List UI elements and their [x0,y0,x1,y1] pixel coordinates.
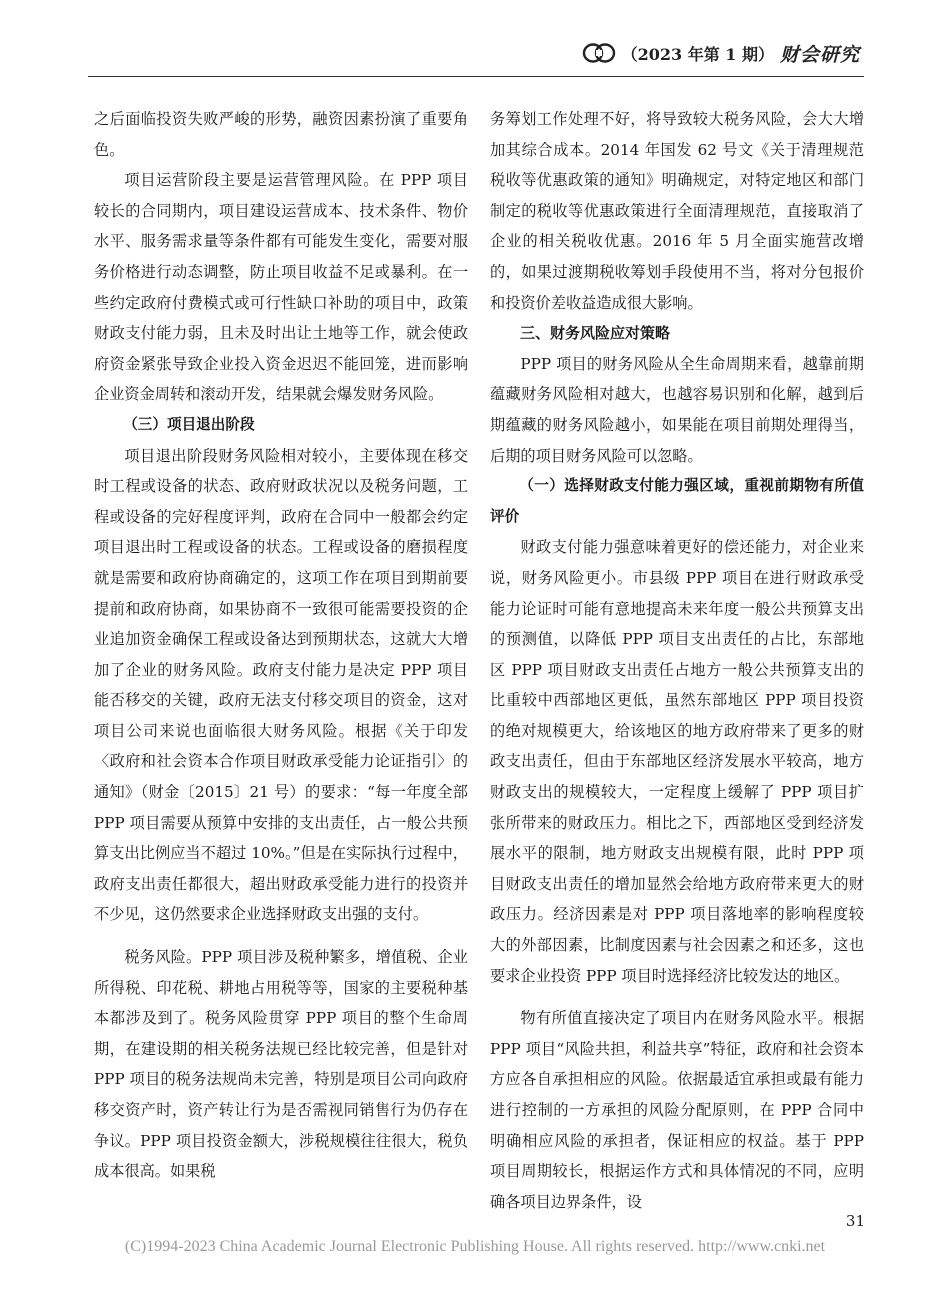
paragraph-continued: 务筹划工作处理不好，将导致较大税务风险，会大大增加其综合成本。2014 年国发 62 号文《关于清理规范税收等优惠政策的通知》明确规定，对特定地区和部门制定的税收等优惠政策进行全面清理规范，直接取消了企业的相关税收优惠。2016 年 5 月全面实施营改增的，如果过渡期税收筹划手段使用不当，将对分包报价和投资价差收益造成很大影响。 [490,110,864,312]
running-header [582,38,860,68]
header-divider [88,76,864,77]
paragraph: 项目退出阶段财务风险相对较小，主要体现在移交时工程或设备的状态、政府财政状况以及税务问题，工程或设备的完好程度评判，政府在合同中一般都会约定项目退出时工程或设备的状态。工程或设备的磨损程度就是需要和政府协商确定的，这项工作在项目到期前要提前和政府协商，如果协商不一致很可能需要投资的企业追加资金确保工程或设备达到预期状态，这就大大增加了企业的财务风险。政府支付能力是决定 PPP 项目能否移交的关键，政府无法支付移交项目的资金，这对项目公司来说也面临很大财务风险。根据《关于印发〈政府和社会资本合作项目财政承受能力论证指引〉的通知》（财金〔2015〕21 号）的要求：“每一年度全部 PPP 项目需要从预算中安排的支出责任，占一般公共预算支出比例应当不超过 10%。”但是在实际执行过程中，政府支出责任都很大，超出财政承受能力进行的投资并不少见，这仍然要求企业选择财政支出强的支付。 [94,446,468,924]
page-number: 31 [845,1212,865,1230]
paragraph: 税务风险。PPP 项目涉及税种繁多，增值税、企业所得税、印花税、耕地占用税等等，国家的主要税种基本都涉及到了。税务风险贯穿 PPP 项目的整个生命周期，在建设期的相关税务法规已经比较完善，但是针对 PPP 项目的税务法规尚未完善，特别是项目公司向政府移交资产时，资产转让行为是否需视同销售行为仍存在争议。PPP 项目投资金额大，涉税规模往往很大，税负成本很高。如果税 [94,948,468,1181]
paragraph: 项目运营阶段主要是运营管理风险。在 PPP 项目较长的合同期内，项目建设运营成本、技术条件、物价水平、服务需求量等条件都有可能发生变化，需要对服务价格进行动态调整，防止项目收益不足或暴利。在一些约定政府付费模式或可行性缺口补助的项目中，政策财政支付能力弱，且未及时出让土地等工作，就会使政府资金紧张导致企业投入资金迟迟不能回笼，进而影响企业资金周转和滚动开发，结果就会爆发财务风险。 [94,171,468,404]
cc-logo-icon [582,42,616,64]
copyright-notice: (C)1994-2023 China Academic Journal Electronic Publishing House. All rights reserved. http://www.cnki.net [124,1238,826,1255]
left-column [94,104,468,1187]
paragraph-continued: 之后面临投资失败严峻的形势，融资因素扮演了重要角色。 [94,110,468,159]
paragraph: 物有所值直接决定了项目内在财务风险水平。根据 PPP 项目“风险共担，利益共享”特征，政府和社会资本方应各自承担相应的风险。依据最适宜承担或最有能力进行控制的一方承担的风险分配原则，在 PPP 合同中明确相应风险的承担者，保证相应的权益。基于 PPP 项目周期较长，根据运作方式和具体情况的不同，应明确各项目边界条件，设 [490,1009,864,1211]
paragraph: 财政支付能力强意味着更好的偿还能力，对企业来说，财务风险更小。市县级 PPP 项目在进行财政承受能力论证时可能有意地提高未来年度一般公共预算支出的预测值，以降低 PPP 项目支出责任的占比，东部地区 PPP 项目财政支出责任占地方一般公共预算支出的比重较中西部地区更低，虽然东部地区 PPP 项目投资的绝对规模更大，给该地区的地方政府带来了更多的财政支出责任，但由于东部地区经济发展水平较高，地方财政支出的规模较大，一定程度上缓解了 PPP 项目扩张所带来的财政压力。相比之下，西部地区受到经济发展水平的限制，地方财政支出规模有限，此时 PPP 项目财政支出责任的增加显然会给地方政府带来更大的财政压力。经济因素是对 PPP 项目落地率的影响程度较大的外部因素，比制度因素与社会因素之和还多，这也要求企业投资 PPP 项目时选择经济比较发达的地区。 [490,538,864,985]
paragraph: PPP 项目的财务风险从全生命周期来看，越靠前期蕴藏财务风险相对越大，也越容易识别和化解，越到后期蕴藏的财务风险越小，如果能在项目前期处理得当，后期的项目财务风险可以忽略。 [490,354,864,465]
subsection-heading: （三）项目退出阶段 [123,415,255,433]
right-column [490,104,864,1217]
subsection-heading: （一）选择财政支付能力强区域，重视前期物有所值评价 [490,477,864,525]
journal-name: 财会研究 [779,43,860,66]
section-heading: 三、财务风险应对策略 [520,324,671,343]
issue-label: （2023 年第 1 期） [621,44,774,64]
